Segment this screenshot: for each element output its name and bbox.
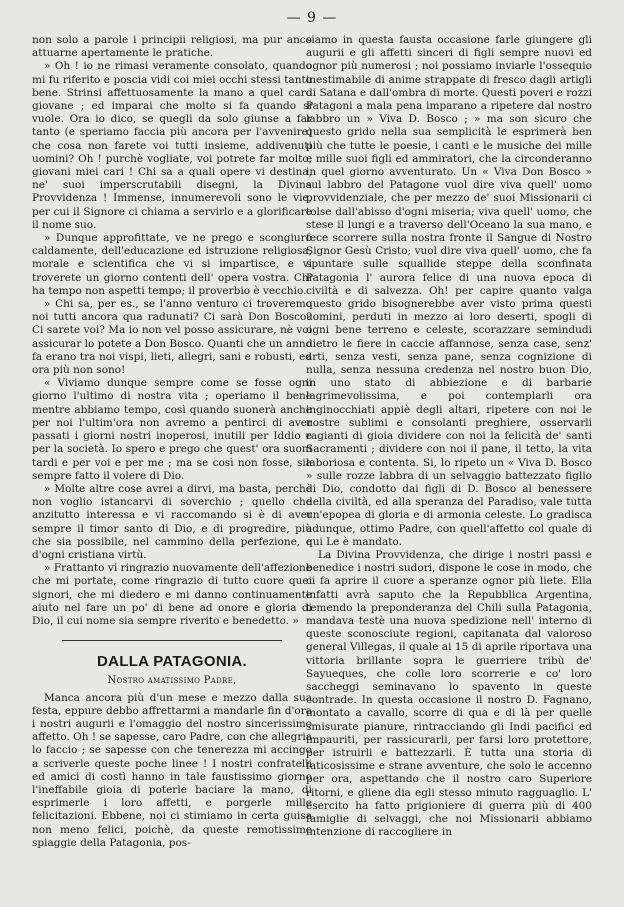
right-paragraph-2: La Divina Provvidenza, che dirige i nostri passi e benedice i nostri sudori, dispone le cose in modo, che ci fa aprire il cuore a speranze ognor più liete. Ella infatti avrà saputo che la Repubblica Argentina, temendo la preponderanza del Chili sulla Patagonia, mandava testè una nuova spedizione nell' interno di queste sconosciute regioni, capitanata dal valoroso general Villegas, il quale ai 15 di aprile riportava una vittoria brillante sopra le guerriere tribù de' Sayueques, che colle loro scorrerie e co' loro saccheggi seminavano lo spavento in queste contrade. In questa occasione il nostro D. Fagnano, montato a cavallo, scorre di qua e di là per quelle smisurate pianure, rintracciando gli Indi pacifici ed impauriti, per rassicurarli, per farsi loro protettore, per istruirli e battezzarli. È tutta una storia di faticosissime e strane avventure, che solo le accenno per ora, aspettando che il nostro caro Superiore ritorni, e gliene dia egli stesso minuto ragguaglio. L' esercito ha fatto prigioniere di guerra più di 400 famiglie di selvaggi, che noi Missionarii abbiamo intenzione di raccogliere in [306, 548, 592, 839]
page-number: — 9 — [286, 10, 338, 26]
right-paragraph-1: siamo in questa fausta occasione farle giungere gli augurii e gli affetti sinceri di figli sempre nuovi ed ognor più numerosi ; noi possiamo inviarle l'ossequio inestimabile di anime strappate di fresco dagli artigli di Satana e dall'ombra di morte. Questi poveri e rozzi Patagoni a mala pena imparano a ripetere dal nostro labbro un » Viva D. Bosco ; » ma son sicuro che questo grido nella sua semplicità le esprimerà ben più che tutte le poesie, i canti e le musiche dei mille e mille suoi figli ed ammiratori, che la circonderanno in quel giorno avventurato. Un « Viva Don Bosco » sul labbro del Patagone vuol dire viva quell' uomo provvidenziale, che per mezzo de' suoi Missionarii ci tolse dall'abisso d'ogni miseria; viva quell' uomo, che stese il lungi e a traverso dell'Oceano la sua mano, e fece scorrere sulla nostra fronte il Sangue di Nostro Signor Gesù Cristo; vuol dire viva quell' uomo, che fa spuntare sulle squallide steppe della sconfinata Patagonia l' aurora felice di una nuova epoca di civiltà e di salvezza. Oh! per capire quanto valga questo grido bisognerebbe aver visto prima questi uomini, perduti in mezzo ai loro deserti, spogli di ogni bene terreno e celeste, scorazzare semindudi dietro le fiere in caccie affannose, senza case, senz' arti, senza vesti, senza pane, senza cognizione di nulla, senza nessuna credenza nel nostro buon Dio, in uno stato di abbiezione e di barbarie lagrimevolissima, e poi contemplarli ora inginocchiati appiè degli altari, ripetere con noi le nostre sublimi e consolanti preghiere, osservarli ragianti di gioia dividere con noi la felicità de' santi Sacramenti ; dividere con noi il pane, il tetto, la vita laboriosa e contenta. Si, lo ripeto un « Viva D. Bosco » sulle rozze labbra di un selvaggio battezzato figlio di Dio, condotto dai figli di D. Bosco al benessere della civiltà, ed alla speranza del Paradiso, vale tutta un'epopea di gloria e di armonia celeste. Lo gradisca adunque, ottimo Padre, con quell'affetto col quale di qui Le è mandato. [306, 34, 592, 548]
left-paragraph-6: » Molte altre cose avrei a dirvi, ma basta, perchè non voglio istancarvi di soverchio ; quello che anzitutto interessa e vi raccomando si è di aver sempre il timor santo di Dio, e di progredire, più che sia possibile, nel cammino della perfezione, e d'ogni cristiana virtù. [32, 482, 312, 561]
left-paragraph-2: » Oh ! io ne rimasi veramente consolato, quando mi fu riferito e poscia vidi coi miei occhi stessi tanto bene. Strinsi affettuosamente la mano a quel caro giovane ; ed imparai che molto si fa quando si vuole. Ora io dico, se quegli da solo giunse a far tanto (e speriamo faccia più ancora per l'avvenire) che cosa non farete voi tutti insieme, addivenuti uomini? Oh ! purchè vogliate, voi potrete far molto, giovani miei cari ! Chi sa a quali opere vi destina, ne' suoi imperscrutabili disegni, la Divina Provvidenza ! Immense, innumerevoli sono le vie, per cui il Signore ci chiama a servirlo e a glorificare il nome suo. [32, 60, 312, 231]
section-heading: DALLA PATAGONIA. [96, 653, 248, 671]
right-column [306, 34, 592, 839]
left-paragraph-4: » Chi sa, per es., se l'anno venturo ci troveremo noi tutti ancora qua radunati? Ci sarà Don Bosco? Ci sarete voi? Ma io non vel posso assicurare, nè voi assicurar lo potete a Don Bosco. Quanti che un anno fa erano tra noi vispi, lieti, allegri, sani e robusti, ed ora più non sono! [32, 298, 312, 377]
left-paragraph-3: » Dunque approfittate, ve ne prego e scongiuro caldamente, dell'educazione ed istruzione religiosa, morale e scientifica che vi si impartisce, e vi troverete un giorno contenti dell' opera vostra. Chi ha tempo non aspetti tempo; il proverbio è vecchio. [32, 232, 312, 297]
left-paragraph-7: » Frattanto vi ringrazio nuovamente dell'affezione che mi portate, come ringrazio di tutto cuore quei signori, che mi diedero e mi danno continuamente aiuto nel fare un po' di bene ad onore e gloria di Dio, il cui nome sia sempre riverito e benedetto. » [32, 562, 312, 627]
section-divider [62, 640, 282, 641]
left-paragraph-1: non solo a parole i principii religiosi, ma pur anco attuarne apertamente le pratiche. [32, 34, 312, 60]
left-paragraph-8: Manca ancora più d'un mese e mezzo dalla sua festa, eppure debbo affrettarmi a mandarle fin d'ora i nostri augurii e l'omaggio del nostro sincerissimo affetto. Oh ! se sapesse, caro Padre, con che allegria lo faccio ; se sapesse con che tenerezza mi accingo a scriverle queste poche linee ! I nostri confratelli ed amici di costì hanno in tale faustissimo giorno l'ineffabile gioia di poterle baciare la mano, di esprimerle i loro affetti, e porgerle mille felicitazioni. Ebbene, noi ci stimiamo in certa guisa non meno felici, poichè, da queste remotissime spiaggie della Patagonia, pos- [32, 691, 312, 849]
letter-salutation: Nostro amatissimo Padre, [107, 675, 237, 687]
left-column [32, 34, 312, 850]
left-paragraph-5: « Viviamo dunque sempre come se fosse ogni giorno l'ultimo di nostra vita ; operiamo il bene mentre abbiamo tempo, così quando suonerà anche per noi l'ultim'ora non avremo a pentirci di aver passati i giorni nostri inoperosi, inutili per Iddio e per la società. Io spero e prego che quest' ora suoni tardi e per voi e per me ; ma se così non fosse, sia sempre fatto il volere di Dio. [32, 377, 312, 482]
